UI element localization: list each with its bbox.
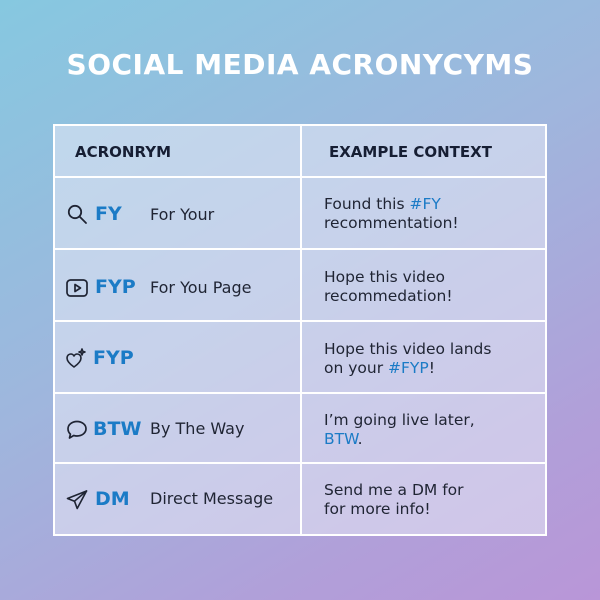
example-context: I’m going live later, BTW.	[324, 411, 475, 448]
table-row	[55, 250, 545, 322]
chat-bubble-icon	[65, 418, 89, 442]
table-row	[55, 322, 545, 394]
acronym-meaning: By The Way	[150, 419, 245, 438]
table-row	[55, 394, 545, 464]
table-header	[55, 126, 545, 178]
example-context: Send me a DM for for more info!	[324, 481, 464, 518]
acronym-meaning: For Your	[150, 205, 215, 224]
table-row	[55, 464, 545, 534]
paper-plane-icon	[65, 488, 89, 512]
acronym-table	[53, 124, 547, 536]
page-title: SOCIAL MEDIA ACRONYCYMS	[66, 48, 534, 81]
acronym-meaning: Direct Message	[150, 489, 274, 508]
video-play-icon	[65, 276, 89, 300]
table-row	[55, 178, 545, 250]
example-context: Hope this video recommedation!	[324, 268, 453, 305]
acronym-meaning: For You Page	[150, 278, 252, 297]
heart-sparkle-icon	[65, 347, 89, 371]
column-header-context: EXAMPLE CONTEXT	[329, 143, 492, 161]
acronym-label: BTW	[93, 418, 142, 440]
example-context: Hope this video lands on your #FYP!	[324, 340, 492, 377]
search-icon	[65, 202, 89, 226]
acronym-label: FYP	[95, 276, 136, 298]
acronym-label: FY	[95, 203, 122, 225]
acronym-label: FYP	[93, 347, 134, 369]
example-context: Found this #FY recommentation!	[324, 195, 459, 232]
column-header-acronym: ACRONRYM	[75, 143, 171, 161]
acronym-label: DM	[95, 488, 130, 510]
